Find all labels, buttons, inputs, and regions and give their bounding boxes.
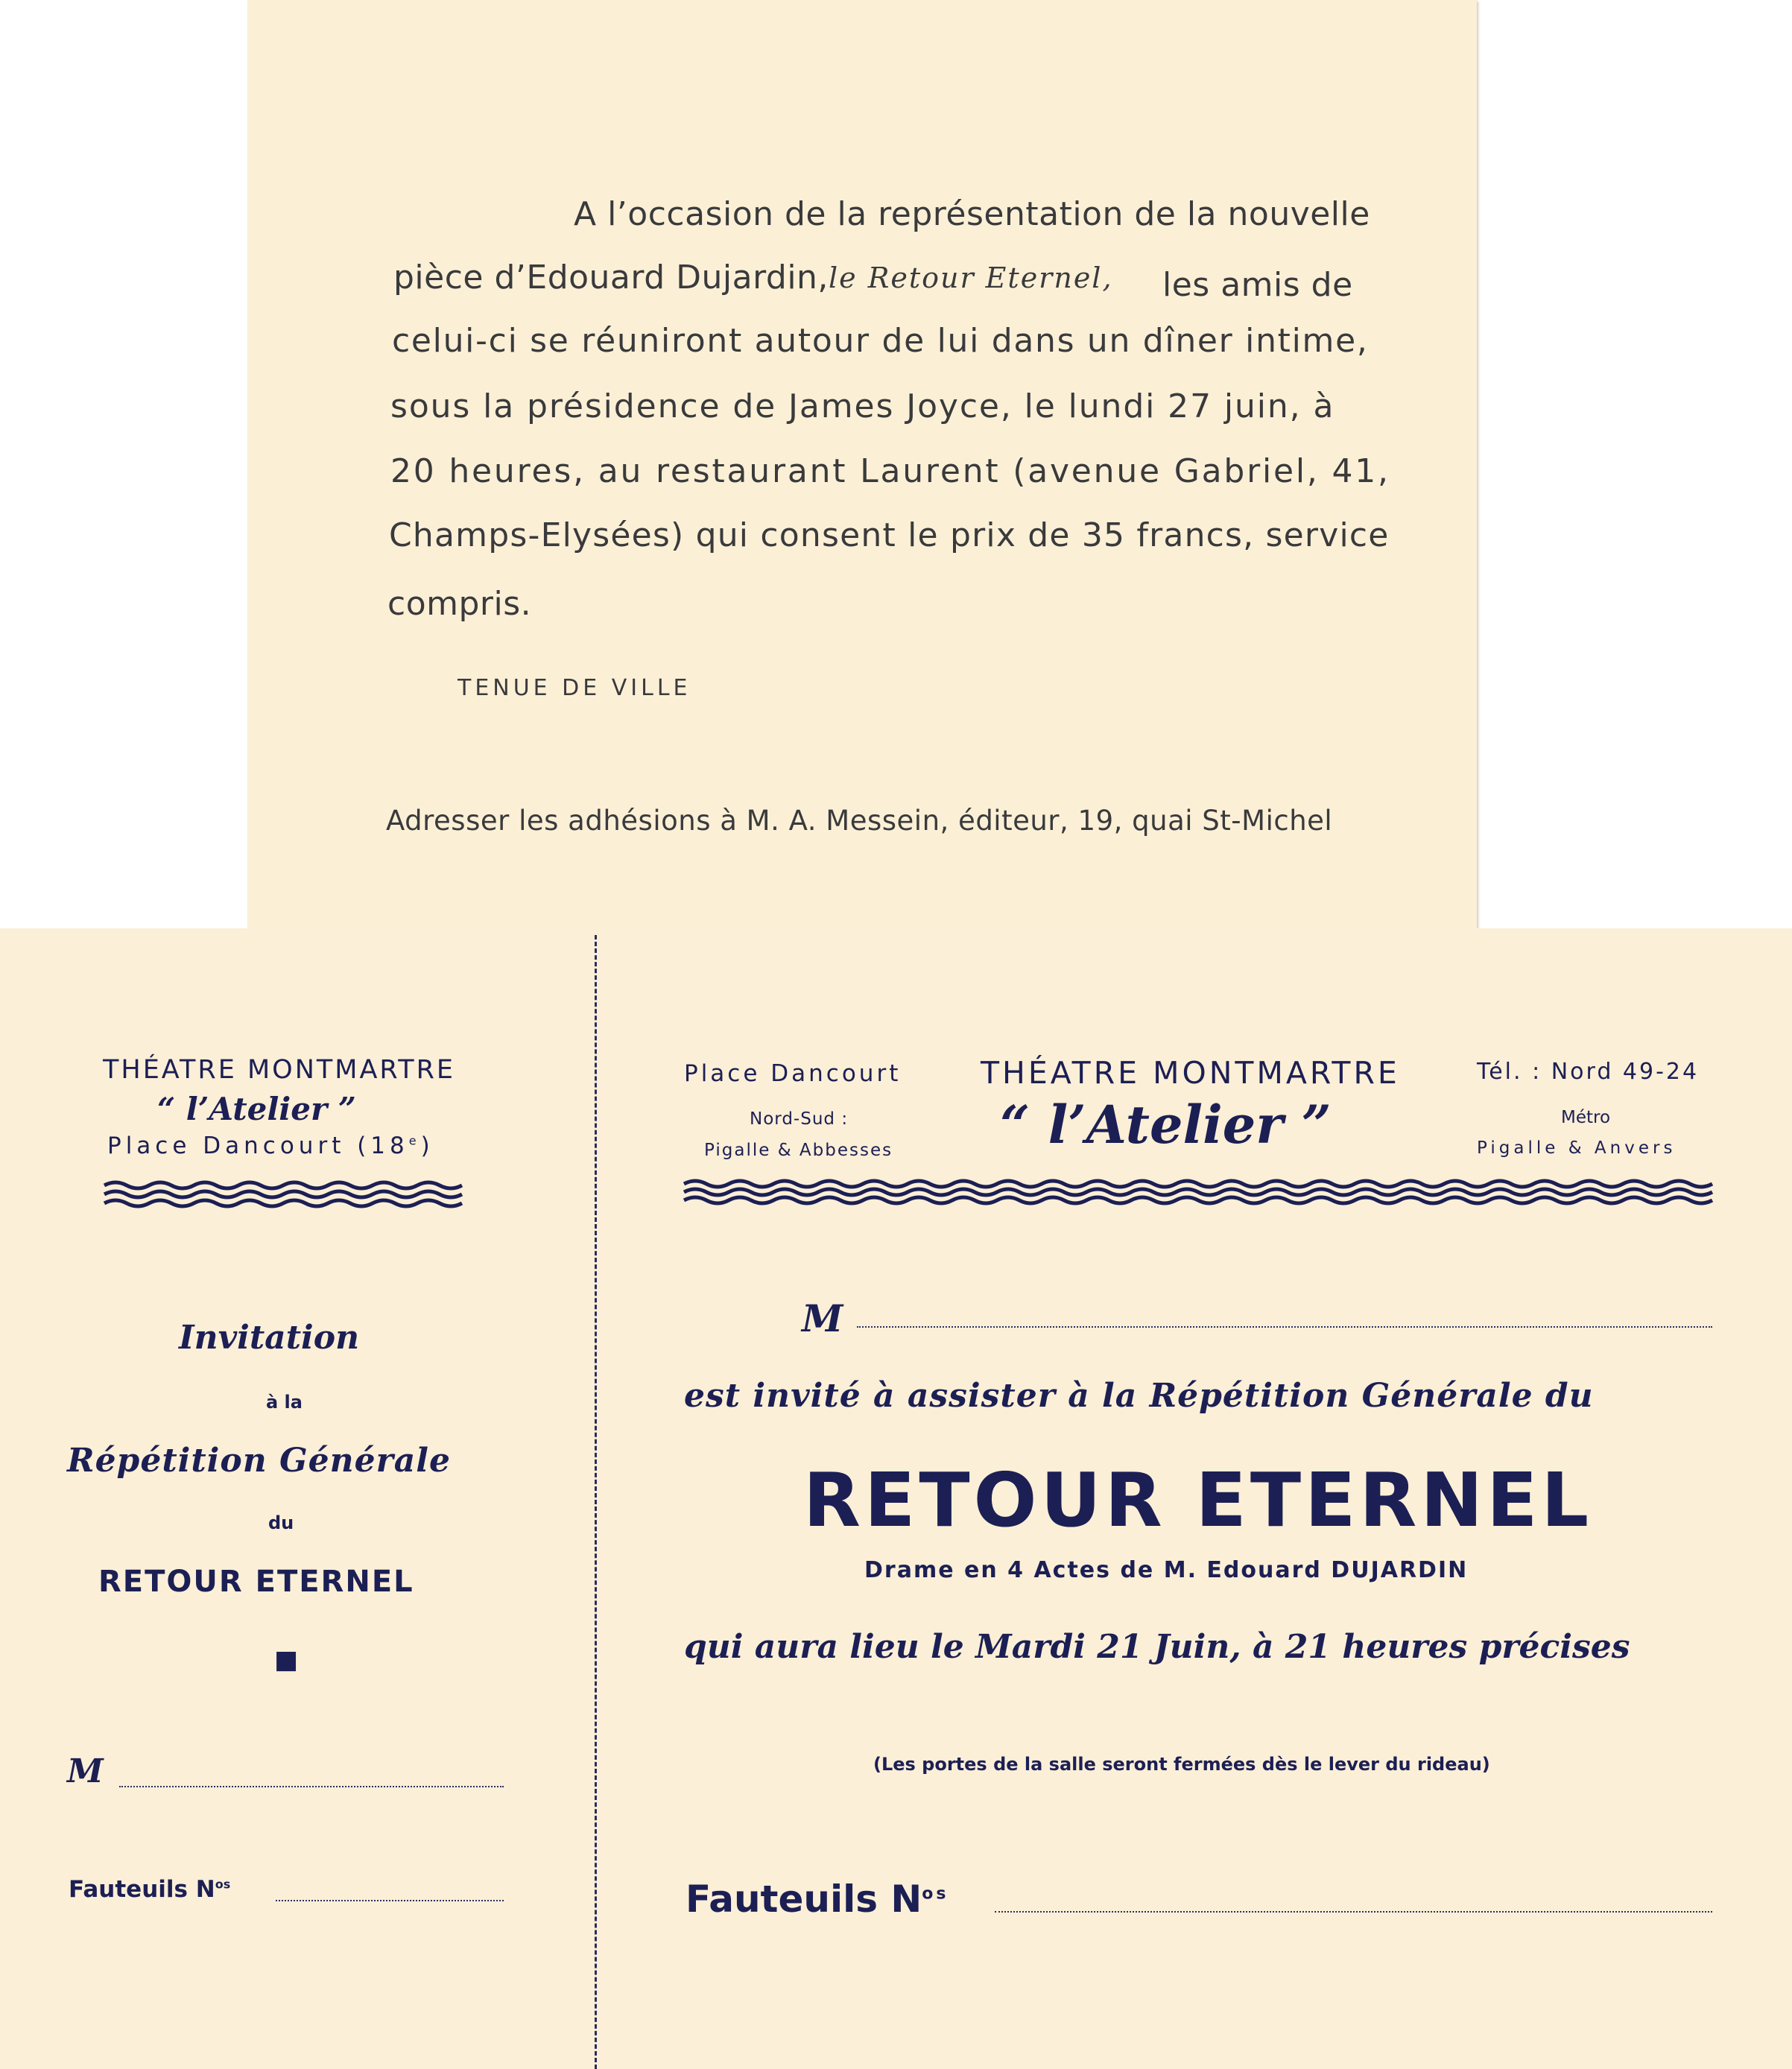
dinner-invitation-card: [247, 0, 1477, 928]
ticket-metro-left: Pigalle & Abbesses: [704, 1141, 893, 1160]
ticket-doors-notice: (Les portes de la salle seront fermées dès le lever du rideau): [873, 1754, 1490, 1775]
letter-line-4: sous la présidence de James Joyce, le lundi 27 juin, à: [390, 387, 1335, 425]
ticket-wave-ornament: [684, 1180, 1712, 1204]
ticket-venue-name: “ l’Atelier ”: [1000, 1094, 1332, 1156]
ticket-telephone: Tél. : Nord 49-24: [1477, 1059, 1700, 1085]
ticket-metro-label: Métro: [1561, 1108, 1611, 1127]
perforation-line: [595, 935, 597, 2069]
letter-line-5: 20 heures, au restaurant Laurent (avenue Gabriel, 41,: [390, 452, 1390, 490]
ticket-invite-line: est invité à assister à la Répétition Générale du: [684, 1377, 1594, 1415]
letter-line-2-end: les amis de: [1162, 266, 1353, 304]
ticket-drama-credit: Drame en 4 Actes de M. Edouard DUJARDIN: [864, 1557, 1469, 1583]
letter-line-2: pièce d’Edouard Dujardin,: [393, 259, 829, 297]
stub-play-title: RETOUR ETERNEL: [98, 1565, 414, 1599]
stub-seats-label: Fauteuils $N^{os}$: [69, 1876, 231, 1903]
ticket-date-line: qui aura lieu le Mardi 21 Juin, à 21 heures précises: [684, 1628, 1630, 1666]
ticket-metro-right: Pigalle & Anvers: [1477, 1138, 1677, 1158]
dress-code: TENUE DE VILLE: [458, 675, 691, 701]
stub-wave-ornament: [104, 1181, 463, 1208]
ticket-nord-sud: Nord-Sud :: [750, 1109, 849, 1129]
ticket-m-label: M: [802, 1296, 843, 1340]
play-title-italic: le Retour Eternel,: [829, 262, 1113, 294]
letter-line-3: celui-ci se réuniront autour de lui dans un dîner intime,: [392, 322, 1369, 360]
stub-du: du: [268, 1512, 294, 1533]
ticket-seats-field[interactable]: [995, 1911, 1712, 1913]
letter-line-7: compris.: [387, 585, 532, 623]
ticket-seats-label: Fauteuils $N^{os}$: [686, 1878, 949, 1921]
stub-theatre-name: THÉATRE MONTMARTRE: [103, 1055, 456, 1085]
address-line: Adresser les adhésions à M. A. Messein, éditeur, 19, quai St-Michel: [386, 805, 1333, 837]
letter-line-1: A l’occasion de la représentation de la nouvelle: [574, 195, 1370, 233]
stub-seats-field[interactable]: [276, 1900, 504, 1901]
stub-address: Place Dancourt (18e): [107, 1132, 434, 1159]
stub-name-field[interactable]: [119, 1786, 504, 1787]
stub-bullet: ■: [274, 1645, 299, 1675]
stub-invitation-heading: Invitation: [179, 1319, 360, 1357]
ticket-theatre-name: THÉATRE MONTMARTRE: [981, 1055, 1400, 1091]
stub-a-la: à la: [266, 1392, 303, 1413]
ticket-name-field[interactable]: [857, 1326, 1712, 1328]
ticket-place: Place Dancourt: [684, 1060, 902, 1087]
stub-m-label: M: [67, 1752, 104, 1790]
stub-repetition-generale: Répétition Générale: [67, 1442, 452, 1480]
ticket-play-title: RETOUR ETERNEL: [803, 1457, 1593, 1544]
letter-line-6: Champs-Elysées) qui consent le prix de 35 francs, service: [389, 516, 1390, 554]
stub-venue-name: “ l’Atelier ”: [157, 1091, 356, 1127]
